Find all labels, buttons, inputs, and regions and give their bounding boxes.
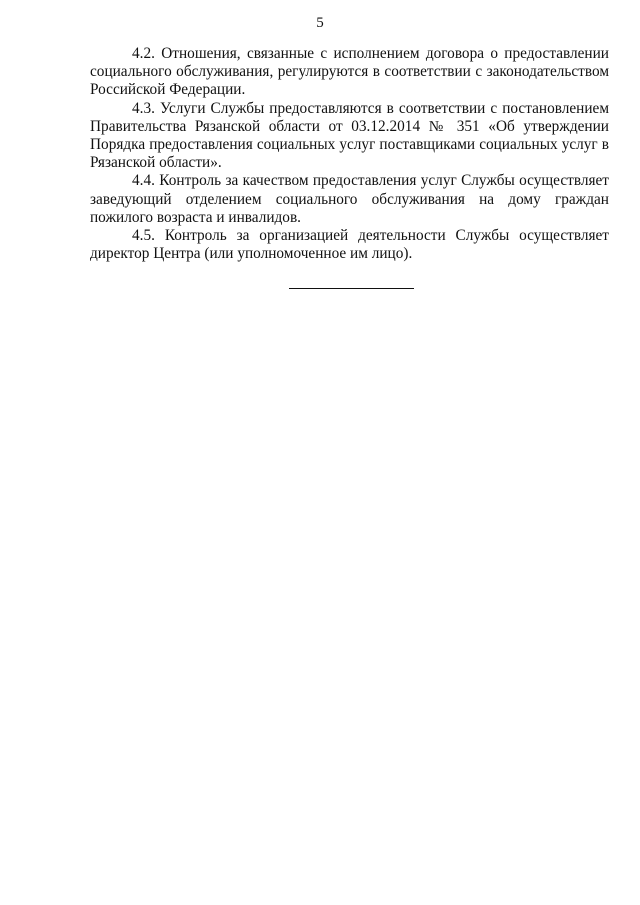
closing-divider — [289, 288, 414, 289]
paragraph-4-5: 4.5. Контроль за организацией деятельности Службы осуществляет директор Центра (или уполномоченное им лицо). — [90, 227, 609, 263]
document-body — [90, 45, 609, 263]
paragraph-4-2: 4.2. Отношения, связанные с исполнением договора о предоставлении социального обслуживания, регулируются в соответствии с законодательством Российской Федерации. — [90, 45, 609, 99]
page-number: 5 — [316, 15, 324, 31]
paragraph-4-3: 4.3. Услуги Службы предоставляются в соответствии с постановлением Правительства Рязанской области от 03.12.2014 № 351 «Об утверждении Порядка предоставления социальных услуг поставщиками социальных услуг в Рязанской области». — [90, 99, 609, 172]
paragraph-4-4: 4.4. Контроль за качеством предоставления услуг Службы осуществляет заведующий отделением социального обслуживания на дому граждан пожилого возраста и инвалидов. — [90, 172, 609, 226]
